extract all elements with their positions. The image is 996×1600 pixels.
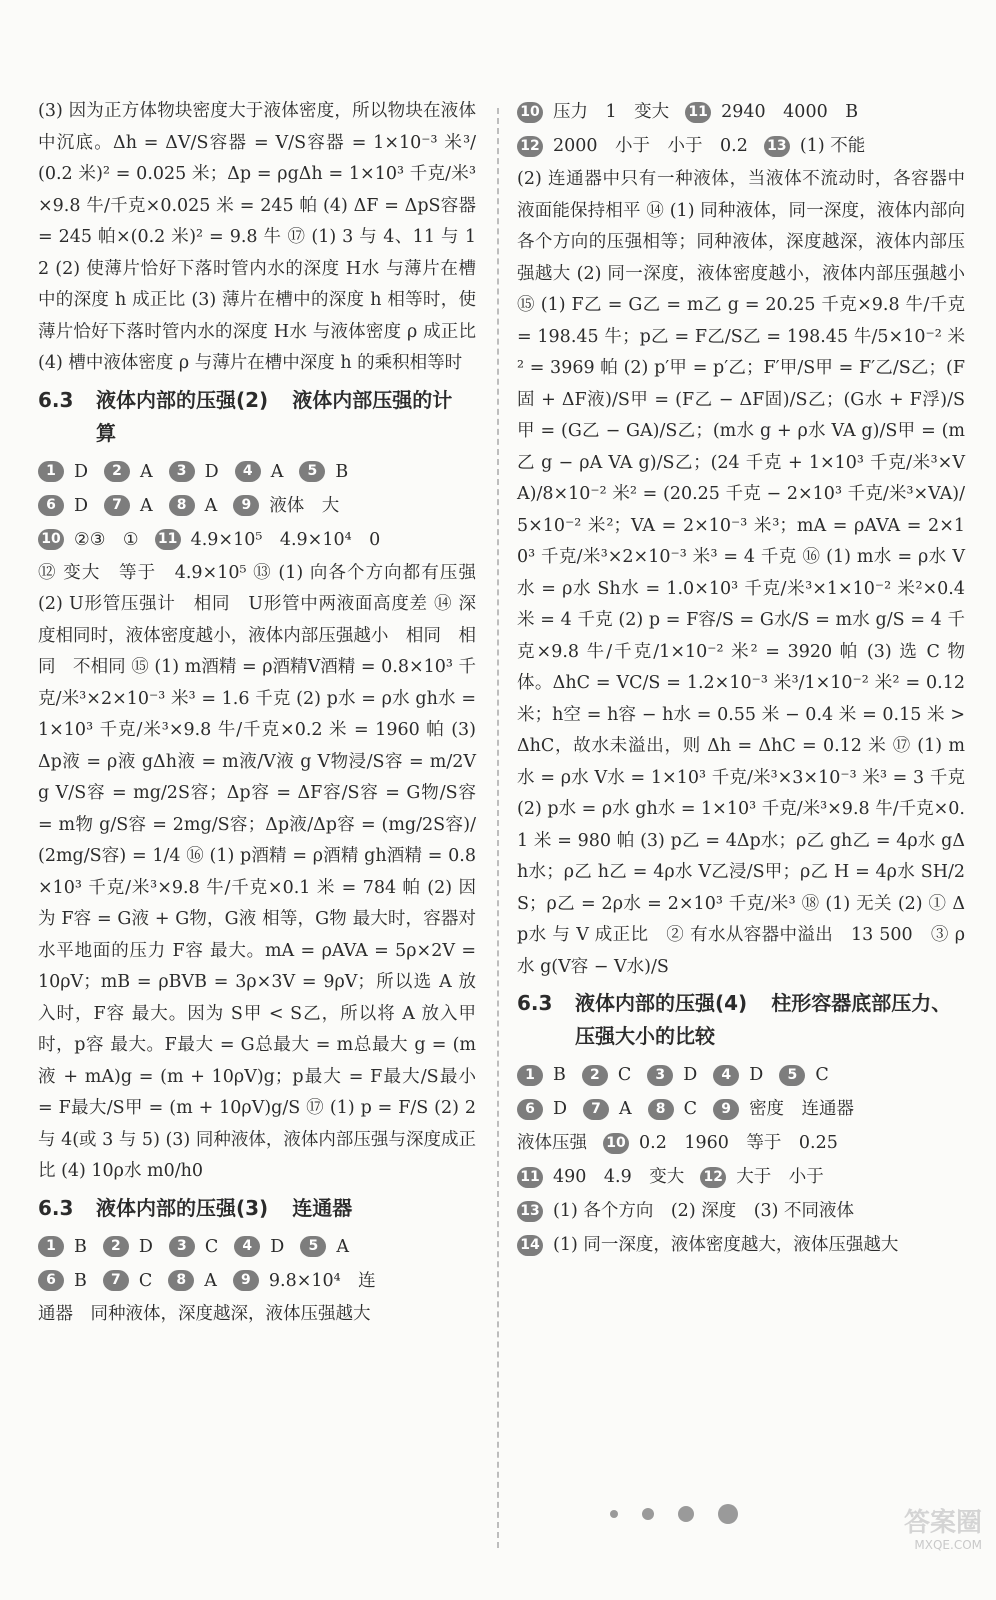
question-number-badge: 10: [38, 529, 64, 550]
answer-text: D: [683, 1065, 698, 1085]
answer-item: [713, 1059, 763, 1091]
answer-text: C: [617, 1065, 632, 1085]
answer-item: [235, 456, 284, 488]
section-2-body: ⑫ 变大 等于 4.9×10⁵ ⑬ (1) 向各个方向都有压强 (2) U形管压强计 相同 U形管中两液面高度差 ⑭ 深度相同时，液体密度越小，液体内部压强越小 相同 相同 不相同 ⑮ (1) m酒精 = ρ酒精V酒精 = 0.8×10³ 千克/米³×2×10⁻³ 米³ = 1.6 千克 (2) p水 = ρ水 gh水 = 1×10³ 千克/米³×9.8 牛/千克×0.2 米 = 1960 帕 (3) Δp液 = ρ液 gΔh液 = m液/V液 g V物浸/S容 = m/2V g V/S容 = mg/2S容；Δp容 = ΔF容/S容 = G物/S容 = m物 g/S容 = 2mg/S容；Δp液/Δp容 = (mg/2S容)/(2mg/S容) = 1/4 ⑯ (1) p酒精 = ρ酒精 gh酒精 = 0.8×10³ 千克/米³×9.8 牛/千克×0.1 米 = 784 帕 (2) 因为 F容 = G液 + G物，G液 相等，G物 最大时，容器对水平地面的压力 F容 最大。mA = ρAVA = 5ρ×2V = 10ρV；mB = ρBVB = 3ρ×3V = 9ρV；所以选 A 放入时，F容 最大。因为 S甲 < S乙，所以将 A 放入甲时，p容 最大。F最大 = G总最大 = m总最大 g = (m液 + mA)g = (m + 10ρV)g；p最大 = F最大/S最小 = F最大/S甲 = (m + 10ρV)g/S ⑰ (1) p = F/S (2) 2 与 4(或 3 与 5) (3) 同种液体，液体内部压强与深度成正比 (4) 10ρ水 m0/h0: [38, 562, 476, 1181]
section-heading-pressure-3: [38, 1192, 476, 1225]
answer-item: [764, 130, 865, 162]
question-number-badge: 7: [103, 1270, 129, 1291]
answer-text: C: [683, 1099, 698, 1119]
question-number-badge: 12: [700, 1167, 726, 1188]
answer-text: C: [204, 1236, 219, 1257]
decoration-dot: [642, 1508, 654, 1520]
answer-row: [517, 1059, 965, 1091]
question-number-badge: 1: [517, 1065, 543, 1086]
question-number-badge: 1: [38, 1236, 64, 1257]
watermark-site: MXQE.COM: [914, 1538, 982, 1552]
question-number-badge: 8: [168, 1270, 194, 1291]
answer-text: D: [270, 1236, 285, 1257]
answer-row: [38, 456, 476, 488]
answer-item: [38, 1231, 87, 1263]
question-number-badge: 10: [603, 1133, 629, 1154]
answer-text: D: [749, 1065, 764, 1085]
page-decoration-dots: [610, 1504, 762, 1524]
answer-row: [517, 1229, 965, 1261]
answer-item: [517, 1195, 854, 1227]
watermark-logo: 答案圈: [903, 1508, 982, 1538]
answer-row: [517, 1195, 965, 1227]
section-number: 6.3: [38, 387, 74, 412]
decoration-dot: [718, 1504, 738, 1524]
question-number-badge: 13: [517, 1201, 543, 1222]
question-number-badge: 13: [764, 136, 790, 157]
question-number-badge: 6: [517, 1099, 543, 1120]
answer-item: [155, 524, 381, 556]
answer-item: [713, 1093, 854, 1125]
answer-item: [38, 524, 139, 556]
answer-row: [517, 1161, 965, 1193]
question-number-badge: 9: [233, 495, 259, 516]
section-subtitle: 液体内部压强的计算: [96, 387, 453, 445]
question-number-badge: 1: [38, 461, 64, 482]
answer-text: 2940 4000 B: [721, 102, 859, 122]
question-number-badge: 14: [517, 1235, 543, 1256]
answer-row: [38, 1231, 476, 1263]
section-title: 液体内部的压强(2): [96, 387, 269, 412]
question-number-badge: 5: [299, 461, 325, 482]
answer-text: C: [138, 1270, 153, 1291]
answer-text: (1) 不能: [799, 136, 866, 156]
section-3-tail: 通器 同种液体，深度越深，液体压强越大: [38, 1303, 371, 1324]
answer-item: [103, 1265, 152, 1297]
answer-row: [38, 524, 476, 556]
answer-text: (1) 各个方向 (2) 深度 (3) 不同液体: [553, 1201, 855, 1221]
answer-text: D: [204, 461, 219, 482]
answer-text: A: [140, 461, 153, 482]
answer-text: 2000 小于 小于 0.2: [553, 136, 748, 156]
decoration-dot: [610, 1510, 618, 1518]
answer-text: 液体压强: [517, 1133, 587, 1153]
question-number-badge: 2: [582, 1065, 608, 1086]
answer-item: [582, 1059, 631, 1091]
section-title: 液体内部的压强(4): [575, 991, 748, 1015]
answer-item: [779, 1059, 828, 1091]
question-number-badge: 6: [38, 1270, 64, 1291]
answer-row: [517, 96, 965, 128]
section-number: 6.3: [517, 991, 553, 1015]
watermark: [904, 1508, 982, 1552]
right-column: [517, 96, 965, 1263]
answer-row: [38, 1265, 476, 1297]
answer-item: [104, 490, 153, 522]
answer-row: [517, 1093, 965, 1125]
question-number-badge: 7: [104, 495, 130, 516]
section-number: 6.3: [38, 1195, 74, 1220]
answer-item: [517, 130, 748, 162]
decoration-dot: [678, 1506, 694, 1522]
answer-item: [300, 1231, 349, 1263]
answer-text: 密度 连通器: [749, 1099, 855, 1119]
answer-item: [700, 1161, 824, 1193]
question-number-badge: 9: [233, 1270, 259, 1291]
question-number-badge: 11: [517, 1167, 543, 1188]
answer-item: [234, 1231, 284, 1263]
question-number-badge: 4: [235, 461, 261, 482]
answer-item: [517, 1161, 684, 1193]
answer-text: A: [619, 1099, 632, 1119]
answer-text: 0.2 1960 等于 0.25: [639, 1133, 838, 1153]
answer-text: 液体 大: [269, 495, 340, 516]
answer-row: [38, 490, 476, 522]
answer-text: (1) 同一深度，液体密度越大，液体压强越大: [553, 1235, 899, 1255]
answer-text: B: [74, 1270, 87, 1291]
right-body: (2) 连通器中只有一种液体，当液体不流动时，各容器中液面能保持相平 ⑭ (1) 同种液体，同一深度，液体内部向各个方向的压强相等；同种液体，深度越深，液体内部压强越大 (2) 同一深度，液体密度越小，液体内部压强越小 ⑮ (1) F乙 = G乙 = m乙 g = 20.25 千克×9.8 牛/千克 = 198.45 牛；p乙 = F乙/S乙 = 198.45 牛/5×10⁻² 米² = 3969 帕 (2) p′甲 = p′乙；F′甲/S甲 = F′乙/S乙；(F固 + ΔF液)/S甲 = (F乙 − ΔF固)/S乙；(G水 + F浮)/S甲 = (G乙 − GA)/S乙；(m水 g + ρ水 VA g)/S甲 = (m乙 g − ρA VA g)/S乙；(24 千克 + 1×10³ 千克/米³×VA)/8×10⁻² 米² = (20.25 千克 − 2×10³ 千克/米³×VA)/5×10⁻² 米²；VA = 2×10⁻³ 米³；mA = ρAVA = 2×10³ 千克/米³×2×10⁻³ 米³ = 4 千克 ⑯ (1) m水 = ρ水 V水 = ρ水 Sh水 = 1.0×10³ 千克/米³×1×10⁻² 米²×0.4 米 = 4 千克 (2) p = F容/S = G水/S = m水 g/S = 4 千克×9.8 牛/千克/1×10⁻² 米² = 3920 帕 (3) 选 C 物体。ΔhC = VC/S = 1.2×10⁻³ 米³/1×10⁻² 米² = 0.12 米；h空 = h容 − h水 = 0.55 米 − 0.4 米 = 0.15 米 > ΔhC，故水未溢出，则 Δh = ΔhC = 0.12 米 ⑰ (1) m水 = ρ水 V水 = 1×10³ 千克/米³×3×10⁻³ 米³ = 3 千克 (2) p水 = ρ水 gh水 = 1×10³ 千克/米³×9.8 牛/千克×0.1 米 = 980 帕 (3) p乙 = 4Δp水；ρ乙 gh乙 = 4ρ水 gΔh水；ρ乙 h乙 = 4ρ水 V乙浸/S甲；ρ乙 H = 4ρ水 SH/2S；ρ乙 = 2ρ水 = 2×10³ 千克/米³ ⑱ (1) 无关 (2) ① Δp水 与 V 成正比 ② 有水从容器中溢出 13 500 ③ ρ水 g(V容 − V水)/S: [517, 169, 965, 977]
answer-item: [648, 1093, 697, 1125]
question-number-badge: 2: [104, 461, 130, 482]
answer-item: [603, 1127, 838, 1159]
answer-row: [517, 130, 965, 162]
question-number-badge: 3: [647, 1065, 673, 1086]
answer-text: D: [74, 495, 89, 516]
question-number-badge: 6: [38, 495, 64, 516]
section-heading-pressure-2: [38, 384, 476, 450]
question-number-badge: 8: [648, 1099, 674, 1120]
section-subtitle: 柱形容器底部压力、压强大小的比较: [575, 991, 952, 1048]
answer-text: A: [336, 1236, 349, 1257]
column-divider: [497, 108, 499, 1548]
answer-item: [168, 1265, 217, 1297]
question-number-badge: 9: [713, 1099, 739, 1120]
answer-item: [169, 456, 219, 488]
question-number-badge: 11: [155, 529, 181, 550]
answer-item: [38, 490, 88, 522]
answer-text: 490 4.9 变大: [553, 1167, 685, 1187]
answer-item: [104, 456, 153, 488]
section-title: 液体内部的压强(3): [96, 1195, 269, 1220]
answer-row: [517, 1127, 965, 1159]
answer-text: A: [270, 461, 284, 482]
answer-text: A: [204, 1270, 217, 1291]
answer-text: 大于 小于: [736, 1167, 824, 1187]
answer-text: 9.8×10⁴ 连: [268, 1270, 376, 1291]
answer-item: [517, 96, 669, 128]
answer-item: [169, 1231, 218, 1263]
question-number-badge: 2: [103, 1236, 129, 1257]
left-column: [38, 96, 476, 1332]
answer-text: 4.9×10⁵ 4.9×10⁴ 0: [190, 529, 381, 550]
question-number-badge: 4: [713, 1065, 739, 1086]
answer-text: B: [553, 1065, 566, 1085]
answer-text: B: [335, 461, 349, 482]
answer-text: A: [140, 495, 153, 516]
answer-text: B: [74, 1236, 87, 1257]
answer-item: [517, 1127, 587, 1159]
question-number-badge: 8: [169, 495, 195, 516]
question-number-badge: 3: [169, 1236, 195, 1257]
question-number-badge: 10: [517, 102, 543, 123]
answer-item: [685, 96, 858, 128]
answer-item: [517, 1229, 898, 1261]
answer-item: [647, 1059, 697, 1091]
section-heading-pressure-4: [517, 987, 965, 1053]
answer-text: 压力 1 变大: [553, 102, 670, 122]
answer-text: A: [204, 495, 218, 516]
answer-item: [233, 1265, 376, 1297]
question-number-badge: 3: [169, 461, 195, 482]
answer-text: D: [138, 1236, 153, 1257]
answer-item: [299, 456, 348, 488]
answer-item: [517, 1093, 567, 1125]
answer-text: D: [74, 461, 89, 482]
answer-item: [103, 1231, 153, 1263]
section-subtitle: 连通器: [292, 1195, 353, 1220]
answer-item: [169, 490, 218, 522]
question-number-badge: 4: [234, 1236, 260, 1257]
answer-item: [38, 1265, 87, 1297]
question-number-badge: 5: [300, 1236, 326, 1257]
question-number-badge: 7: [583, 1099, 609, 1120]
question-number-badge: 11: [685, 102, 711, 123]
answer-item: [233, 490, 339, 522]
answer-text: ②③ ①: [74, 529, 139, 550]
answer-item: [517, 1059, 566, 1091]
answer-item: [583, 1093, 632, 1125]
answer-text: D: [553, 1099, 568, 1119]
question-number-badge: 5: [779, 1065, 805, 1086]
answer-item: [38, 456, 88, 488]
answer-text: C: [815, 1065, 829, 1085]
question-number-badge: 12: [517, 136, 543, 157]
intro-paragraph: (3) 因为正方体物块密度大于液体密度，所以物块在液体中沉底。Δh = ΔV/S容器 = V/S容器 = 1×10⁻³ 米³/(0.2 米)² = 0.025 米；Δp = ρgΔh = 1×10³ 千克/米³×9.8 牛/千克×0.025 米 = 245 帕 (4) ΔF = ΔpS容器 = 245 帕×(0.2 米)² = 9.8 牛 ⑰ (1) 3 与 4、11 与 12 (2) 使薄片恰好下落时管内水的深度 H水 与薄片在槽中的深度 h 成正比 (3) 薄片在槽中的深度 h 相等时，使薄片恰好下落时管内水的深度 H水 与液体密度 ρ 成正比 (4) 槽中液体密度 ρ 与薄片在槽中深度 h 的乘积相等时: [38, 101, 476, 373]
